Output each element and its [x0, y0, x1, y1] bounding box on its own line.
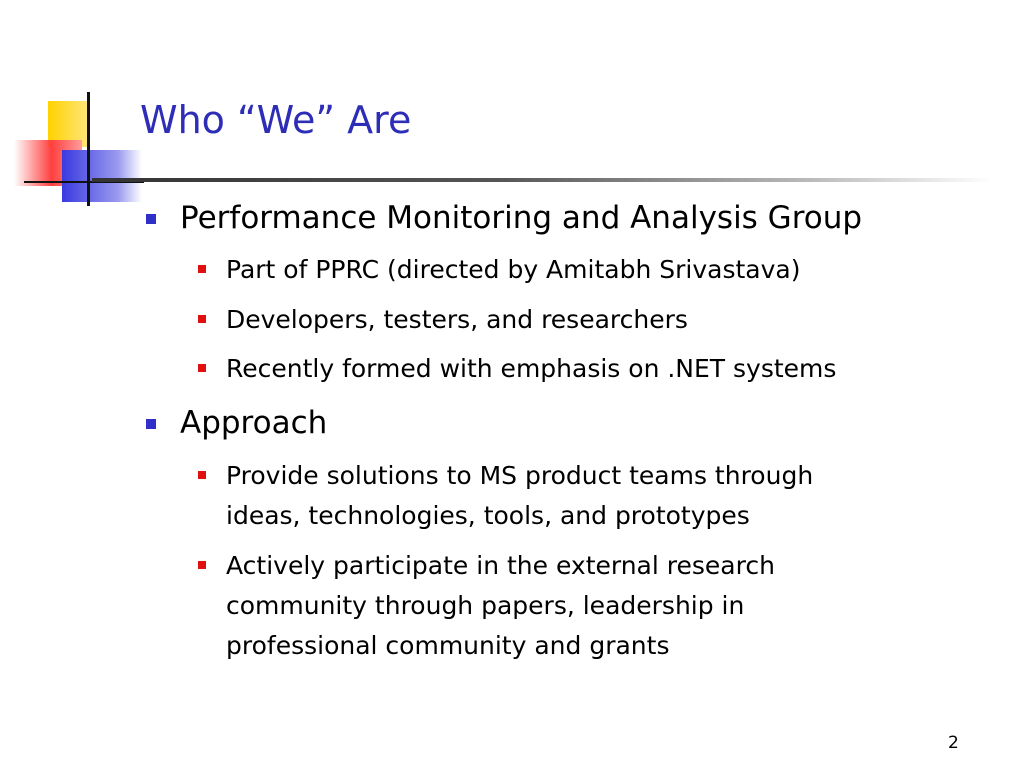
sub-bullet-line: Provide solutions to MS product teams through [226, 461, 814, 490]
bullet-text: Performance Monitoring and Analysis Group [180, 200, 863, 236]
bullet-text: Approach [180, 405, 328, 441]
sub-bullet-provide-solutions [226, 456, 986, 536]
corner-logo [0, 0, 160, 220]
sub-bullet-line: ideas, technologies, tools, and prototypes [226, 501, 750, 530]
sub-bullet-line: Actively participate in the external research [226, 551, 775, 580]
logo-vertical-line [87, 92, 90, 206]
small-square-bullet-icon [198, 265, 206, 273]
sub-bullet-line: professional community and grants [226, 631, 670, 660]
sub-bullet-line: Recently formed with emphasis on .NET systems [226, 354, 837, 383]
sub-bullet-line: community through papers, leadership in [226, 591, 745, 620]
slide-title: Who “We” Are [140, 98, 412, 142]
small-square-bullet-icon [198, 561, 206, 569]
sub-bullet-pprc [226, 250, 986, 290]
bullet-performance-group [180, 200, 862, 236]
bullet-approach [180, 405, 327, 441]
square-bullet-icon [146, 214, 156, 224]
logo-blue-square [62, 150, 142, 202]
small-square-bullet-icon [198, 364, 206, 372]
sub-bullet-line: Developers, testers, and researchers [226, 305, 688, 334]
sub-bullet-developers [226, 300, 986, 340]
page-number: 2 [948, 733, 959, 753]
small-square-bullet-icon [198, 471, 206, 479]
sub-bullet-actively-participate [226, 546, 986, 666]
title-underline [92, 178, 992, 182]
sub-bullet-line: Part of PPRC (directed by Amitabh Srivastava) [226, 255, 801, 284]
sub-bullet-recently-formed [226, 349, 986, 389]
square-bullet-icon [146, 419, 156, 429]
small-square-bullet-icon [198, 315, 206, 323]
